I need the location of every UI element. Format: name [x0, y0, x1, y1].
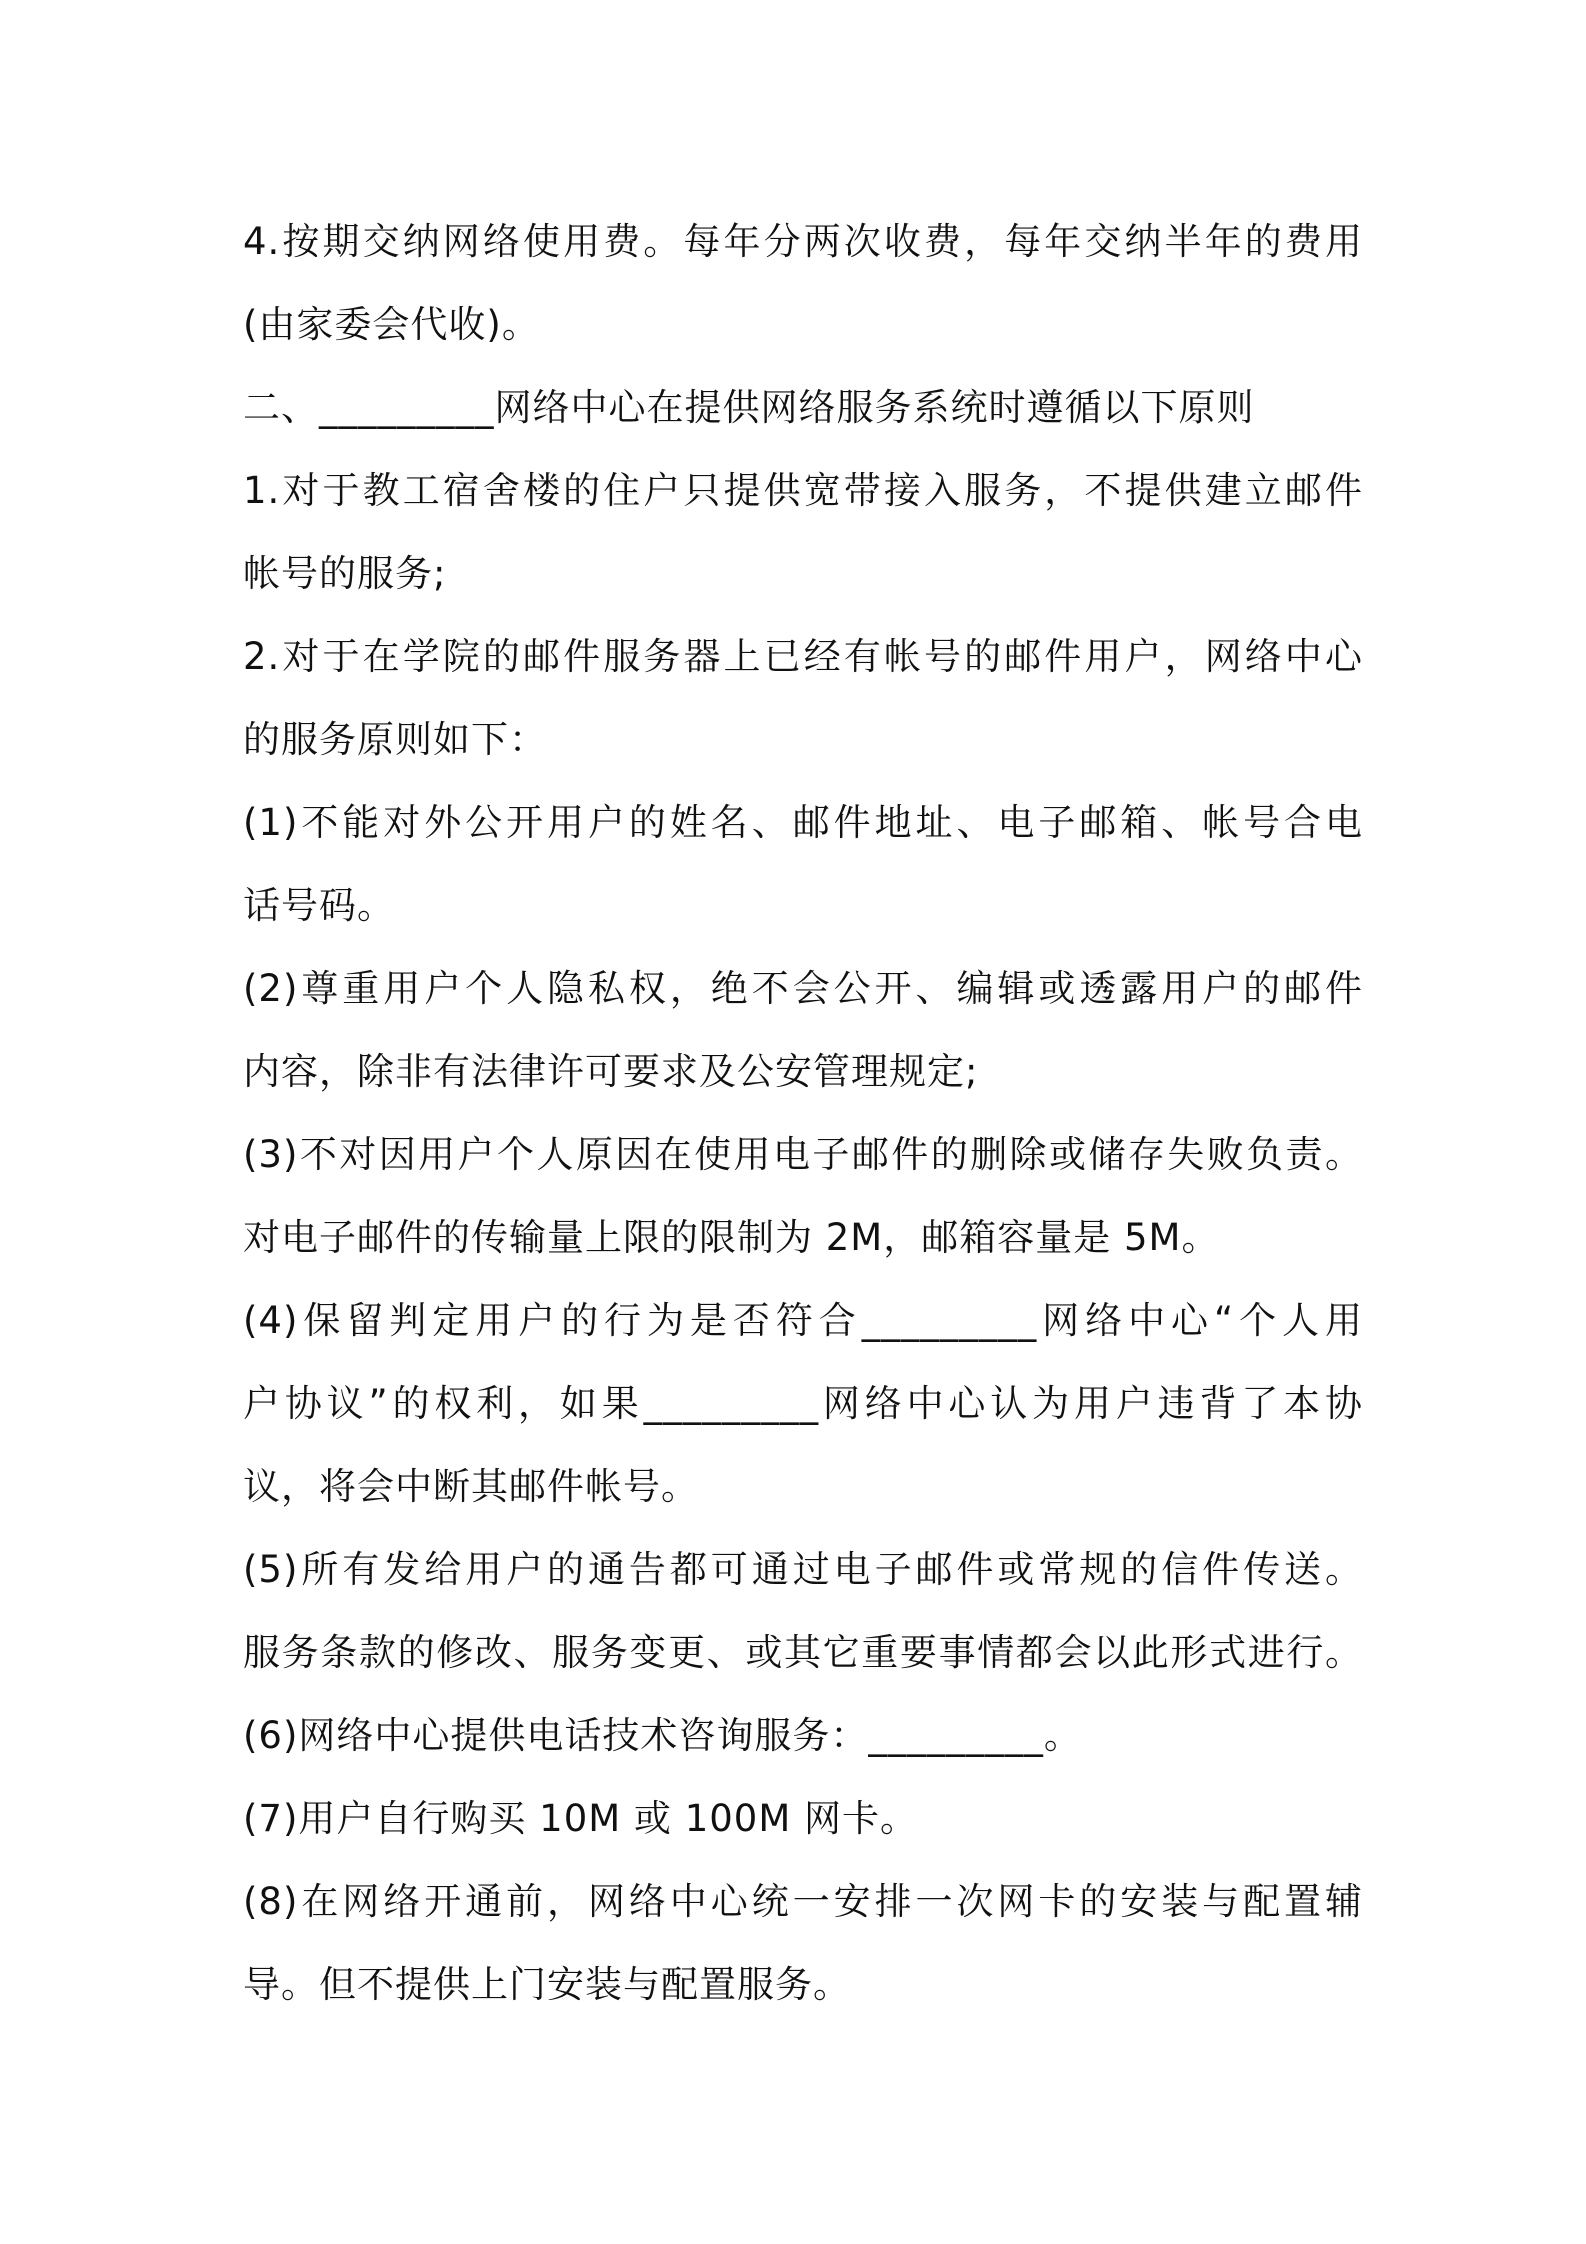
item-1-line-2: 帐号的服务;	[243, 552, 447, 595]
paragraph-4-line-2: (由家委会代收)。	[243, 303, 540, 346]
subitem-8-line-1: (8)在网络开通前，网络中心统一安排一次网卡的安装与配置辅	[243, 1880, 1363, 1923]
subitem-2-line-1: (2)尊重用户个人隐私权，绝不会公开、编辑或透露用户的邮件	[243, 967, 1363, 1010]
document-body	[243, 200, 1363, 2026]
paragraph-4-line-1: 4.按期交纳网络使用费。每年分两次收费，每年交纳半年的费用	[243, 220, 1363, 263]
item-2-line-1: 2.对于在学院的邮件服务器上已经有帐号的邮件用户，网络中心	[243, 635, 1363, 678]
subitem-3-line-1: (3)不对因用户个人原因在使用电子邮件的删除或储存失败负责。	[243, 1133, 1363, 1176]
item-2-line-2: 的服务原则如下：	[243, 718, 547, 761]
item-1-line-1: 1.对于教工宿舍楼的住户只提供宽带接入服务，不提供建立邮件	[243, 469, 1363, 512]
subitem-6: (6)网络中心提供电话技术咨询服务：_________。	[243, 1714, 1082, 1757]
subitem-1-line-2: 话号码。	[243, 884, 395, 927]
subitem-1-line-1: (1)不能对外公开用户的姓名、邮件地址、电子邮箱、帐号合电	[243, 801, 1363, 844]
subitem-3-line-2: 对电子邮件的传输量上限的限制为 2M，邮箱容量是 5M。	[243, 1216, 1220, 1259]
subitem-4-line-1: (4)保留判定用户的行为是否符合_________网络中心“个人用	[243, 1299, 1363, 1342]
subitem-5-line-1: (5)所有发给用户的通告都可通过电子邮件或常规的信件传送。	[243, 1548, 1363, 1591]
section-heading: 二、_________网络中心在提供网络服务系统时遵循以下原则	[243, 386, 1255, 429]
subitem-7: (7)用户自行购买 10M 或 100M 网卡。	[243, 1797, 919, 1840]
subitem-5-line-2: 服务条款的修改、服务变更、或其它重要事情都会以此形式进行。	[243, 1631, 1363, 1674]
subitem-8-line-2: 导。但不提供上门安装与配置服务。	[243, 1963, 851, 2006]
subitem-2-line-2: 内容，除非有法律许可要求及公安管理规定;	[243, 1050, 979, 1093]
subitem-4-line-2: 户协议”的权利，如果_________网络中心认为用户违背了本协	[243, 1382, 1363, 1425]
subitem-4-line-3: 议，将会中断其邮件帐号。	[243, 1465, 699, 1508]
